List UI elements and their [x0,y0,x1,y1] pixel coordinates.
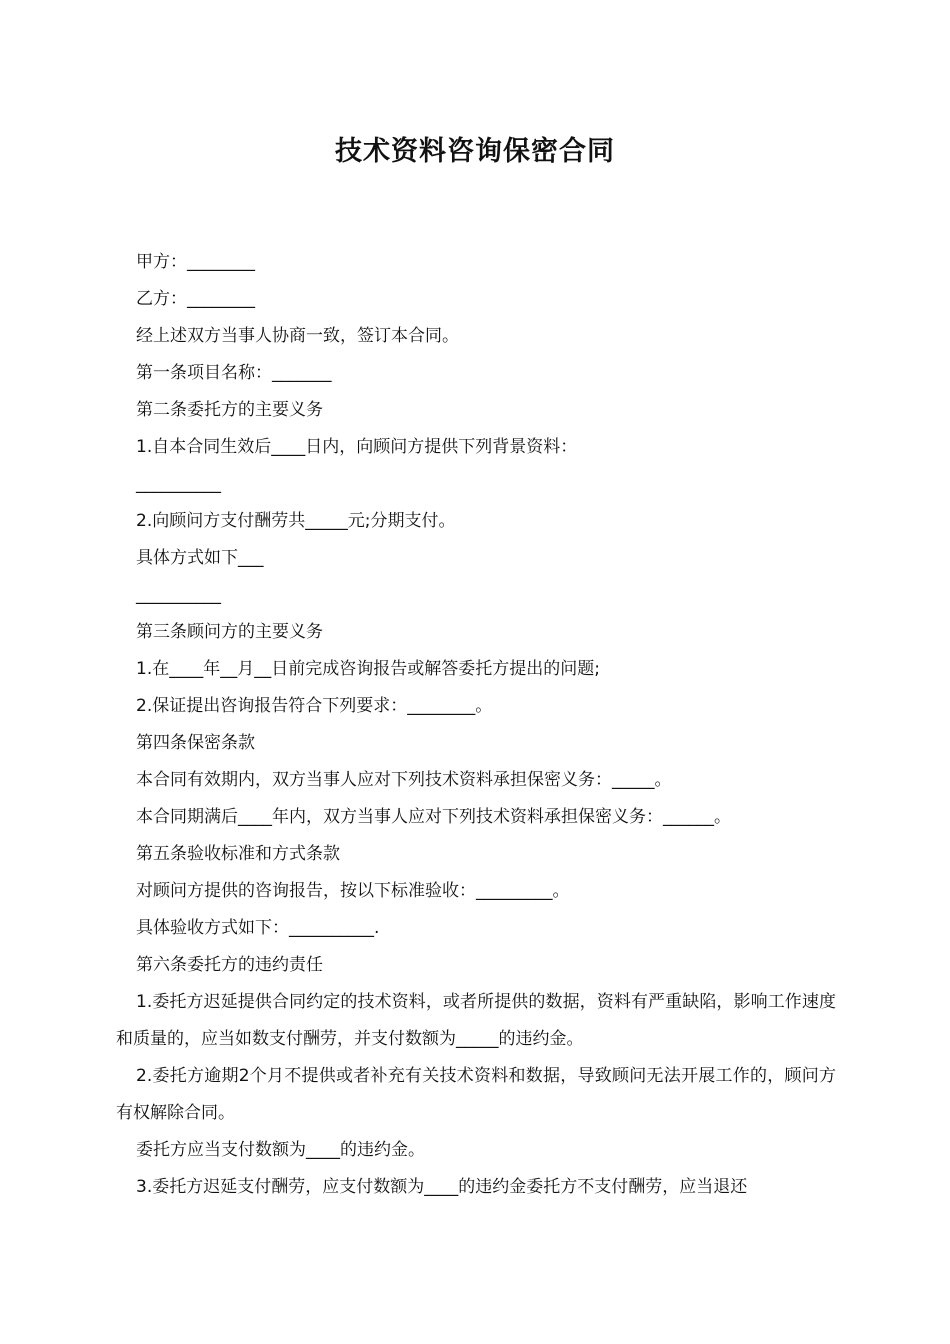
confidentiality-during-term: 本合同有效期内，双方当事人应对下列技术资料承担保密义务：_____。 [136,770,672,790]
acceptance-standard: 对顾问方提供的咨询报告，按以下标准验收：_________。 [136,881,570,901]
article-2-heading: 第二条委托方的主要义务 [136,400,323,420]
article-3-item-1: 1.在____年__月__日前完成咨询报告或解答委托方提出的问题; [136,659,600,679]
article-1-project-name: 第一条项目名称：_______ [136,363,332,383]
article-2-item-2: 2.向顾问方支付酬劳共_____元;分期支付。 [136,511,456,531]
article-5-heading: 第五条验收标准和方式条款 [136,844,340,864]
article-6-item-1: 1.委托方迟延提供合同约定的技术资料，或者所提供的数据，资料有严重缺陷，影响工作速度和质量的，应当如数支付酬劳，并支付数额为_____的违约金。 [116,992,836,1049]
article-3-heading: 第三条顾问方的主要义务 [136,622,323,642]
blank-line: __________ [136,585,221,605]
party-b-line: 乙方：________ [136,289,255,309]
document-title: 技术资料咨询保密合同 [335,136,615,167]
blank-line: __________ [136,474,221,494]
agreement-statement: 经上述双方当事人协商一致，签订本合同。 [136,326,459,346]
article-6-heading: 第六条委托方的违约责任 [136,955,323,975]
party-a-line: 甲方：________ [136,252,255,272]
confidentiality-after-term: 本合同期满后____年内，双方当事人应对下列技术资料承担保密义务：______。 [136,807,731,827]
article-2-item-1: 1.自本合同生效后____日内，向顾问方提供下列背景资料： [136,437,578,457]
article-6-item-3: 3.委托方迟延支付酬劳，应支付数额为____的违约金委托方不支付酬劳，应当退还 [136,1177,748,1197]
penalty-line: 委托方应当支付数额为____的违约金。 [136,1140,425,1160]
acceptance-method: 具体验收方式如下：__________. [136,918,380,938]
payment-method-line: 具体方式如下___ [136,548,264,568]
article-6-item-2: 2.委托方逾期2个月不提供或者补充有关技术资料和数据，导致顾问无法开展工作的，顾问方有权解除合同。 [116,1066,836,1123]
article-3-item-2: 2.保证提出咨询报告符合下列要求：________。 [136,696,493,716]
document-body [116,244,836,1206]
article-4-heading: 第四条保密条款 [136,733,255,753]
